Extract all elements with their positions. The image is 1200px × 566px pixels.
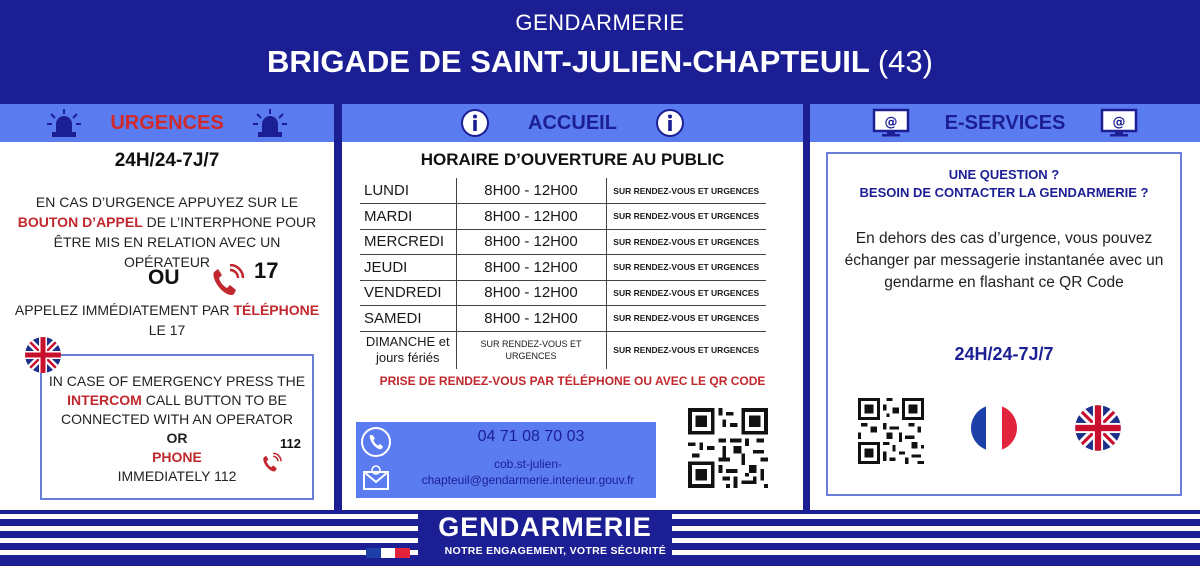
call-text: APPELEZ IMMÉDIATEMENT PAR xyxy=(14,302,230,318)
header-top: GENDARMERIE xyxy=(515,10,685,35)
footer-logo-name: GENDARMERIE xyxy=(438,512,652,542)
question-line-2: BESOIN DE CONTACTER LA GENDARMERIE ? xyxy=(859,185,1149,200)
day-cell: SAMEDI xyxy=(360,306,456,332)
accueil-title: ACCUEIL xyxy=(528,111,617,134)
uk-flag-icon xyxy=(24,336,62,374)
eservices-hours: 24H/24-7J/7 xyxy=(954,344,1054,364)
note-cell: SUR RENDEZ-VOUS ET URGENCES xyxy=(606,178,766,204)
time-cell: 8H00 - 12H00 xyxy=(456,306,606,332)
urgences-hours: 24H/24-7J/7 xyxy=(114,150,220,171)
table-row xyxy=(360,280,766,306)
note-cell: SUR RENDEZ-VOUS ET URGENCES xyxy=(606,229,766,255)
note-cell: SUR RENDEZ-VOUS ET URGENCES xyxy=(613,345,760,356)
table-row xyxy=(360,306,766,332)
info-icon xyxy=(460,108,490,138)
computer-at-icon xyxy=(1099,108,1139,138)
question xyxy=(828,166,1180,202)
time-cell: SUR RENDEZ-VOUS ET URGENCES xyxy=(456,331,606,369)
french-flag-icon xyxy=(970,404,1018,452)
english-number: 112 xyxy=(280,436,301,451)
hours-title: HORAIRE D’OUVERTURE AU PUBLIC xyxy=(420,150,725,169)
time-cell: 8H00 - 12H00 xyxy=(456,204,606,230)
eservices-description: En dehors des cas d’urgence, vous pouvez échanger par messagerie instantanée avec un gendarme en flashant ce QR Code xyxy=(844,230,1164,291)
svg-text:@: @ xyxy=(884,115,898,130)
en-or: OR xyxy=(166,430,188,446)
contact-box xyxy=(356,422,656,498)
en-bold-1: INTERCOM xyxy=(67,392,142,408)
accueil-header xyxy=(342,104,803,142)
en-text-1: IN CASE OF EMERGENCY PRESS THE xyxy=(48,373,306,389)
urgences-title: URGENCES xyxy=(110,111,224,134)
call-text-2: LE 17 xyxy=(148,322,186,338)
eservices-panel xyxy=(810,104,1200,510)
phone-number[interactable]: 04 71 08 70 03 xyxy=(477,428,585,445)
en-text-3: IMMEDIATELY 112 xyxy=(117,468,237,484)
time-cell: 8H00 - 12H00 xyxy=(456,255,606,281)
day-cell: MERCREDI xyxy=(360,229,456,255)
time-cell: 8H00 - 12H00 xyxy=(456,178,606,204)
table-row xyxy=(360,229,766,255)
title-text: BRIGADE DE SAINT-JULIEN-CHAPTEUIL xyxy=(266,44,870,79)
call-instruction xyxy=(10,300,324,340)
intro-text: EN CAS D’URGENCE APPUYEZ SUR LE xyxy=(35,194,299,210)
note-cell: SUR RENDEZ-VOUS ET URGENCES xyxy=(606,306,766,332)
call-bold: TÉLÉPHONE xyxy=(233,302,320,318)
svg-text:@: @ xyxy=(1112,115,1126,130)
day-cell: LUNDI xyxy=(360,178,456,204)
accueil-panel xyxy=(342,104,803,510)
day-cell: DIMANCHE et jours fériés xyxy=(360,331,456,369)
day-cell: JEUDI xyxy=(360,255,456,281)
email-icon xyxy=(362,464,390,492)
email-address[interactable]: cob.st-julien-chapteuil@gendarmerie.interieur.gouv.fr xyxy=(421,457,635,487)
time-cell: 8H00 - 12H00 xyxy=(456,229,606,255)
en-bold-2: PHONE xyxy=(152,449,202,465)
note-cell: SUR RENDEZ-VOUS ET URGENCES xyxy=(606,255,766,281)
urgences-header xyxy=(0,104,334,142)
day-cell: VENDREDI xyxy=(360,280,456,306)
header xyxy=(0,0,1200,104)
title-dept: (43) xyxy=(877,44,933,79)
ou-label: OU xyxy=(148,266,180,289)
schedule-table xyxy=(360,178,766,369)
phone-ringing-icon xyxy=(208,264,248,298)
urgences-panel xyxy=(0,104,334,510)
time-cell: 8H00 - 12H00 xyxy=(456,280,606,306)
uk-flag-icon xyxy=(1074,404,1122,452)
footer-flag xyxy=(366,548,410,558)
note-cell: SUR RENDEZ-VOUS ET URGENCES xyxy=(606,280,766,306)
table-row xyxy=(360,255,766,281)
question-line-1: UNE QUESTION ? xyxy=(948,167,1060,182)
qr-code[interactable] xyxy=(858,398,924,464)
siren-icon xyxy=(252,108,288,138)
day-cell: MARDI xyxy=(360,204,456,230)
emergency-number: 17 xyxy=(254,258,279,283)
phone-ringing-icon xyxy=(260,452,284,474)
eservices-header xyxy=(810,104,1200,142)
footer-slogan: NOTRE ENGAGEMENT, VOTRE SÉCURITÉ xyxy=(444,545,666,557)
eservices-box xyxy=(826,152,1182,496)
page-title xyxy=(0,44,1200,80)
note-cell: SUR RENDEZ-VOUS ET URGENCES xyxy=(606,204,766,230)
eservices-title: E-SERVICES xyxy=(944,111,1066,134)
intro-text-2: DE L’INTERPHONE POUR ÊTRE MIS EN RELATION AVEC UN OPÉRATEUR xyxy=(53,214,317,270)
intro-bold: BOUTON D’APPEL xyxy=(17,214,143,230)
en-text-2: CALL BUTTON TO BE CONNECTED WITH AN OPERATOR xyxy=(60,392,294,427)
appointment-note: PRISE DE RENDEZ-VOUS PAR TÉLÉPHONE OU AVEC LE QR CODE xyxy=(379,374,766,388)
computer-at-icon xyxy=(871,108,911,138)
siren-icon xyxy=(46,108,82,138)
table-row xyxy=(360,331,766,369)
table-row xyxy=(360,204,766,230)
phone-icon xyxy=(360,426,392,458)
table-row xyxy=(360,178,766,204)
qr-code[interactable] xyxy=(688,408,768,488)
footer-brand xyxy=(418,510,672,566)
info-icon xyxy=(655,108,685,138)
